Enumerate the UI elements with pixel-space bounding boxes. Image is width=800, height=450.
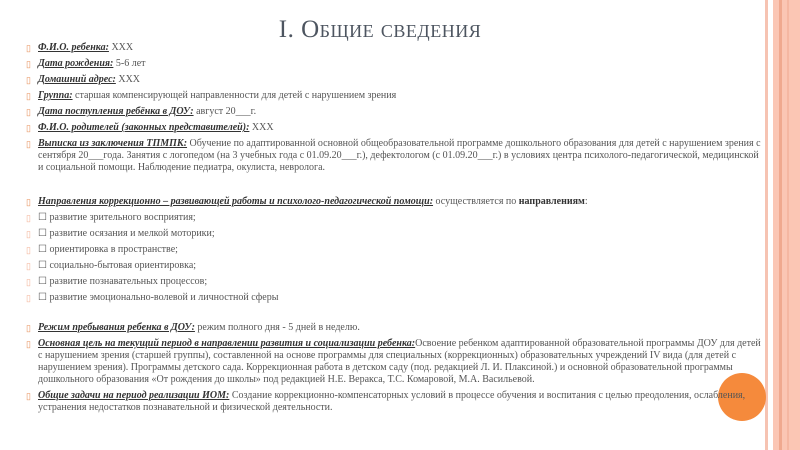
bullet-icon: ▯ — [26, 139, 31, 149]
tasks-item: ▯ Общие задачи на период реализации ИОМ: Создание коррекционно-компенсаторных условий в процессе обучения и воспитания с целью преодоления, ослабления, устранения недостатков познавательной и физической деятельности. — [26, 390, 746, 413]
bullet-icon: ▯ — [26, 59, 31, 69]
direction-item: ▯ ☐ развитие зрительного восприятия; — [26, 212, 196, 223]
checkbox-icon: ☐ — [38, 244, 47, 255]
bullet-icon: ▯ — [26, 391, 31, 401]
bullet-icon: ▯ — [26, 323, 31, 333]
bullet-icon: ▯ — [26, 229, 31, 239]
regime-item: ▯ Режим пребывания ребенка в ДОУ: режим полного дня - 5 дней в неделю. — [26, 322, 360, 333]
bullet-icon: ▯ — [26, 261, 31, 271]
direction-item: ▯ ☐ развитие осязания и мелкой моторики; — [26, 228, 215, 239]
decorative-stripe — [779, 0, 782, 450]
direction-item: ▯ ☐ развитие познавательных процессов; — [26, 276, 208, 287]
bullet-icon: ▯ — [26, 75, 31, 85]
info-group: ▯ Группа: старшая компенсирующей направленности для детей с нарушением зрения — [26, 90, 397, 101]
checkbox-icon: ☐ — [38, 260, 47, 271]
info-tpmpk-extract: ▯ Выписка из заключения ТПМПК: Обучение по адаптированной основной общеобразовательной программе дошкольного образования для детей с нарушением зрения с сентября 20___года. Занятия с логопедом (на 3 учебных года с 01.09.20___г.), дефектологом (с 01.09.20___г.) в условиях центра психолого-педагогической, медицинской и социальной помощи. Наблюдение педиатра, окулиста, невролога. — [26, 138, 761, 173]
direction-item: ▯ ☐ развитие эмоционально-волевой и личностной сферы — [26, 292, 279, 303]
bullet-icon: ▯ — [26, 43, 31, 53]
checkbox-icon: ☐ — [38, 228, 47, 239]
bullet-icon: ▯ — [26, 277, 31, 287]
bullet-icon: ▯ — [26, 339, 31, 349]
bullet-icon: ▯ — [26, 293, 31, 303]
goal-item: ▯ Основная цель на текущий период в направлении развития и социализации ребенка:Освоение ребенком адаптированной образовательной программы ДОУ для детей с нарушением зрения (старшей группы), составленной на основе программы для специальных (коррекционных) образовательных учреждений IV вида (для детей с нарушением зрения). Программы детского сада. Коррекционная работа в детском саду (под. редакцией Л. И. Плаксиной.) и основной образовательной программы дошкольного образования «От рождения до школы» под редакцией Н.Е. Веракса, Т.С. Комаровой, М.А. Васильевой. — [26, 338, 761, 385]
checkbox-icon: ☐ — [38, 292, 47, 303]
info-address: ▯ Домашний адрес: XXX — [26, 74, 141, 85]
info-parents: ▯ Ф.И.О. родителей (законных представителей): XXX — [26, 122, 274, 133]
direction-item: ▯ ☐ ориентировка в пространстве; — [26, 244, 178, 255]
bullet-icon: ▯ — [26, 197, 31, 207]
slide-title: I. Общие сведения — [278, 16, 482, 43]
info-admission-date: ▯ Дата поступления ребёнка в ДОУ: август 20___г. — [26, 106, 257, 117]
checkbox-icon: ☐ — [38, 276, 47, 287]
bullet-icon: ▯ — [26, 91, 31, 101]
slide-content — [26, 42, 766, 418]
directions-heading: ▯ Направления коррекционно – развивающей работы и психолого-педагогической помощи: осуществляется по направлениям: — [26, 196, 588, 207]
checkbox-icon: ☐ — [38, 212, 47, 223]
bullet-icon: ▯ — [26, 123, 31, 133]
bullet-icon: ▯ — [26, 245, 31, 255]
bullet-icon: ▯ — [26, 107, 31, 117]
info-child-name: ▯ Ф.И.О. ребенка: XXX — [26, 42, 134, 53]
info-birth-date: ▯ Дата рождения: 5-6 лет — [26, 58, 146, 69]
bullet-icon: ▯ — [26, 213, 31, 223]
direction-item: ▯ ☐ социально-бытовая ориентировка; — [26, 260, 197, 271]
decorative-stripe — [787, 0, 789, 450]
